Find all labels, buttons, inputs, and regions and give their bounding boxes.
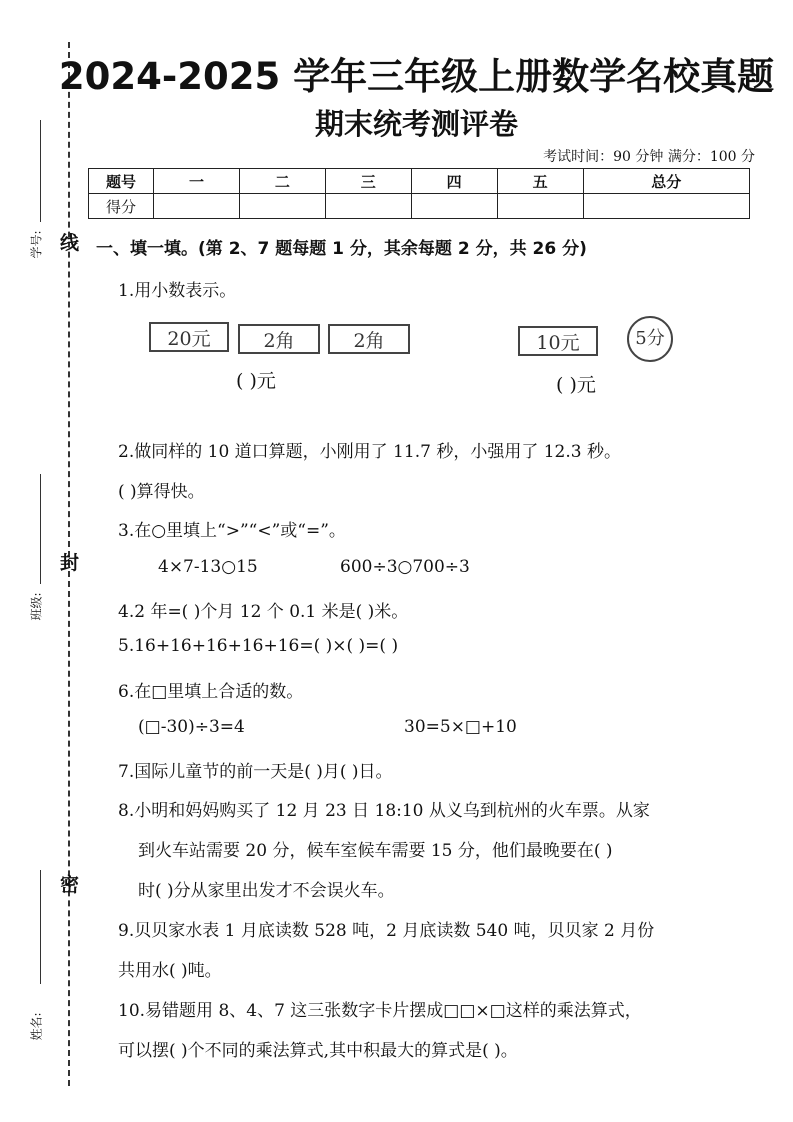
q4-text[interactable]: 4.2 年=( )个月 12 个 0.1 米是( )米。 — [118, 602, 409, 622]
student-id-label: 学号: — [29, 230, 44, 259]
q5-text[interactable]: 5.16+16+16+16+16=( )×( )=( ) — [118, 636, 399, 656]
score-input-cell[interactable] — [239, 194, 325, 219]
score-header-cell: 一 — [154, 169, 240, 194]
q8-line2[interactable]: 到火车站需要 20 分，候车室候车需要 15 分，他们最晚要在( ) — [138, 841, 613, 861]
score-header-cell: 三 — [325, 169, 411, 194]
class-underline — [40, 474, 41, 584]
name-underline — [40, 870, 41, 984]
q8-line3[interactable]: 时( )分从家里出发才不会误火车。 — [138, 881, 395, 901]
section-heading: 一、填一填。(第 2、7 题每题 1 分，其余每题 2 分，共 26 分) — [96, 239, 587, 259]
score-header-cell: 四 — [411, 169, 497, 194]
q1-answer-b[interactable]: ( )元 — [556, 374, 596, 396]
page-title: 2024-2025 学年三年级上册数学名校真题 — [58, 55, 775, 98]
q10-line2[interactable]: 可以摆( )个不同的乘法算式,其中积最大的算式是( )。 — [118, 1041, 518, 1061]
q1-answer-a[interactable]: ( )元 — [236, 370, 276, 392]
q6-line1: 6.在□里填上合适的数。 — [118, 682, 304, 702]
score-header-cell: 题号 — [89, 169, 154, 194]
q6-expression-a[interactable]: (□-30)÷3=4 — [138, 717, 245, 737]
money-coin-5fen: 5分 — [627, 316, 673, 362]
q3-line1: 3.在○里填上“>”“<”或“=”。 — [118, 521, 346, 541]
score-header-cell: 二 — [239, 169, 325, 194]
score-row-label: 得分 — [89, 194, 154, 219]
score-input-cell[interactable] — [497, 194, 583, 219]
class-label: 班级: — [29, 592, 44, 621]
money-note-20yuan: 20元 — [149, 322, 229, 352]
q3-expression-a[interactable]: 4×7-13○15 — [158, 557, 258, 577]
score-header-cell: 总分 — [583, 169, 749, 194]
binding-mark-secret: 密 — [60, 874, 80, 896]
money-note-2jiao: 2角 — [328, 324, 410, 354]
score-input-cell[interactable] — [325, 194, 411, 219]
score-header-cell: 五 — [497, 169, 583, 194]
binding-mark-line: 线 — [60, 232, 80, 254]
score-table-header-row — [89, 169, 750, 194]
exam-info: 考试时间：90 分钟 满分：100 分 — [543, 149, 755, 165]
q9-line1: 9.贝贝家水表 1 月底读数 528 吨，2 月底读数 540 吨，贝贝家 2 月份 — [118, 921, 655, 941]
q6-expression-b[interactable]: 30=5×□+10 — [404, 717, 517, 737]
q2-line2[interactable]: ( )算得快。 — [118, 482, 205, 502]
q1-text: 1.用小数表示。 — [118, 281, 237, 301]
q3-expression-b[interactable]: 600÷3○700÷3 — [340, 557, 470, 577]
q2-line1: 2.做同样的 10 道口算题，小刚用了 11.7 秒，小强用了 12.3 秒。 — [118, 442, 621, 462]
score-input-cell[interactable] — [154, 194, 240, 219]
q8-line1: 8.小明和妈妈购买了 12 月 23 日 18:10 从义乌到杭州的火车票。从家 — [118, 801, 650, 821]
score-table-score-row — [89, 194, 750, 219]
money-note-2jiao: 2角 — [238, 324, 320, 354]
name-label: 姓名: — [29, 1012, 44, 1041]
q7-text[interactable]: 7.国际儿童节的前一天是( )月( )日。 — [118, 762, 393, 782]
score-input-cell[interactable] — [583, 194, 749, 219]
q9-line2[interactable]: 共用水( )吨。 — [118, 961, 222, 981]
score-table — [88, 168, 750, 219]
page-subtitle: 期末统考测评卷 — [314, 107, 518, 141]
binding-mark-seal: 封 — [60, 552, 80, 574]
money-note-10yuan: 10元 — [518, 326, 598, 356]
q10-line1: 10.易错题用 8、4、7 这三张数字卡片摆成□□×□这样的乘法算式， — [118, 1001, 642, 1021]
score-input-cell[interactable] — [411, 194, 497, 219]
